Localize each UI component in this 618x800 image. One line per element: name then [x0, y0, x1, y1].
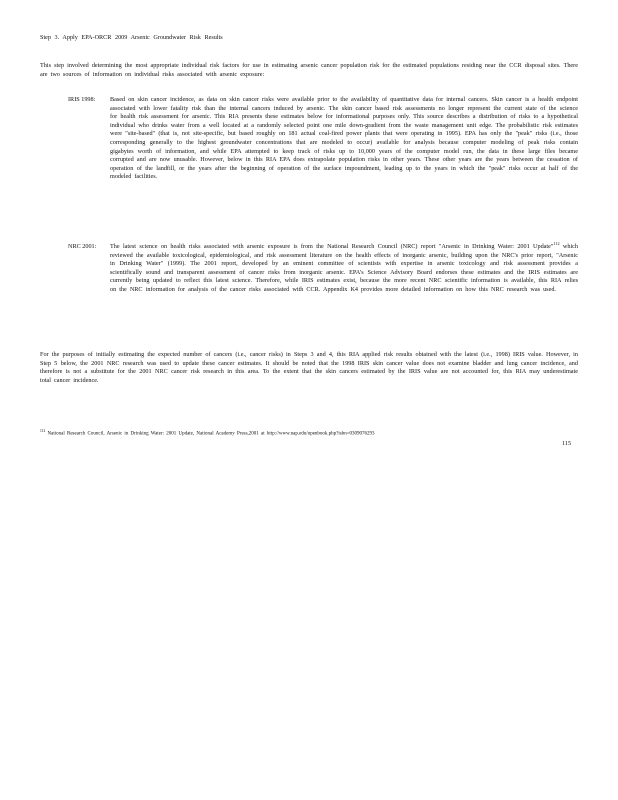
- nrc-text: [110, 240, 579, 295]
- page-number: 115: [562, 440, 572, 447]
- nrc-entry: [68, 240, 579, 295]
- footnote: [40, 431, 580, 437]
- footnote-reference: 112: [553, 240, 560, 246]
- intro-paragraph: This step involved determining the most appropriate individual risk factors for use in estimating arsenic cancer population risk for the estimated populations residing near the CCR disposal sites. There are two sources of information on individual risks associated with arsenic exposure:: [40, 62, 578, 78]
- nrc-text-rest: which reviewed the available toxicological, epidemiological, and risk assessment literature on the health effects of inorganic arsenic, building upon the NRC's prior report, "Arsenic in Drinking Water" (1999). The 2001 report, developed by an eminent committee of scientists with expertise in arsenic toxicology and risk assessment provides a scientifically sound and transparent assessment of cancer risks from inorganic arsenic. EPA's Science Advisory Board endorses these estimates and the IRIS estimates are currently being updated to reflect this latest science. Therefore, while IRIS estimates exist, because the more recent NRC scientific information is available, this RIA relies on the NRC information for analysis of the cancer risks associated with CCR. Appendix K4 provides more detailed information on how this NRC research was used.: [110, 243, 579, 293]
- footnote-marker: 112: [40, 429, 46, 433]
- purposes-paragraph: For the purposes of initially estimating the expected number of cancers (i.e., cancer risks) in Steps 3 and 4, this RIA applied risk results obtained with the latest (i.e., 1998) IRIS value. However, in Step 5 below, the 2001 NRC research was used to update these cancer estimates. It should be noted that the 1998 IRIS skin cancer value does not examine bladder and lung cancer incidence, and therefore is not a substitute for the 2001 NRC cancer risk research in this area. To the extent that the skin cancers estimated by the IRIS value are not accounted for, this RIA may underestimate total cancer incidence.: [40, 351, 578, 384]
- nrc-text-start: The latest science on health risks associated with arsenic exposure is from the National Research Council (NRC) report "Arsenic in Drinking Water: 2001 Update": [110, 243, 554, 250]
- iris-label: IRIS 1998:: [68, 96, 96, 103]
- iris-text: Based on skin cancer incidence, as data on skin cancer risks were available prior to the availability of quantitative data for internal cancers. Skin cancer is a health endpoint associated with lower fatality risk than the internal cancers induced by arsenic. The skin cancer based risk assessments no longer represent the current state of the science for health risk assessment for arsenic. This RIA presents these estimates below for informational purposes only. This source describes a distribution of risks to a hypothetical individual who drinks water from a well located at a randomly selected point one mile down-gradient from the waste management unit edge. The probabilistic risk estimates were "site-based" (that is, not site-specific, but based roughly on 181 actual coal-fired power plants that were operating in 1995). EPA has only the "peak" risks (i.e., those corresponding generally to the highest groundwater concentrations that are modeled to occur) available for analysis because computer modeling of peak risks contain gigabytes worth of information, and while EPA attempted to keep track of risks up to 10,000 years of the computer model run, the data in these large files became corrupted and are now unusable. However, below in this RIA EPA does extrapolate population risks in other years. These other years are the years between the cessation of operation of the landfill, or the years after the beginning of operation of the surface impoundment, leading up to the years in which the "peak" risks occur at half of the modeled facilities.: [110, 96, 578, 181]
- nrc-label: NRC 2001:: [68, 243, 97, 250]
- footnote-text: National Research Council, Arsenic in Drinking Water: 2001 Update, National Academy Press,2001 at http://www.nap.edu/openbook.php?isbn=0309076293: [47, 431, 375, 437]
- iris-entry: [68, 96, 578, 182]
- step-heading: Step 3. Apply EPA-ORCR 2009 Arsenic Groundwater Risk Results: [40, 34, 223, 41]
